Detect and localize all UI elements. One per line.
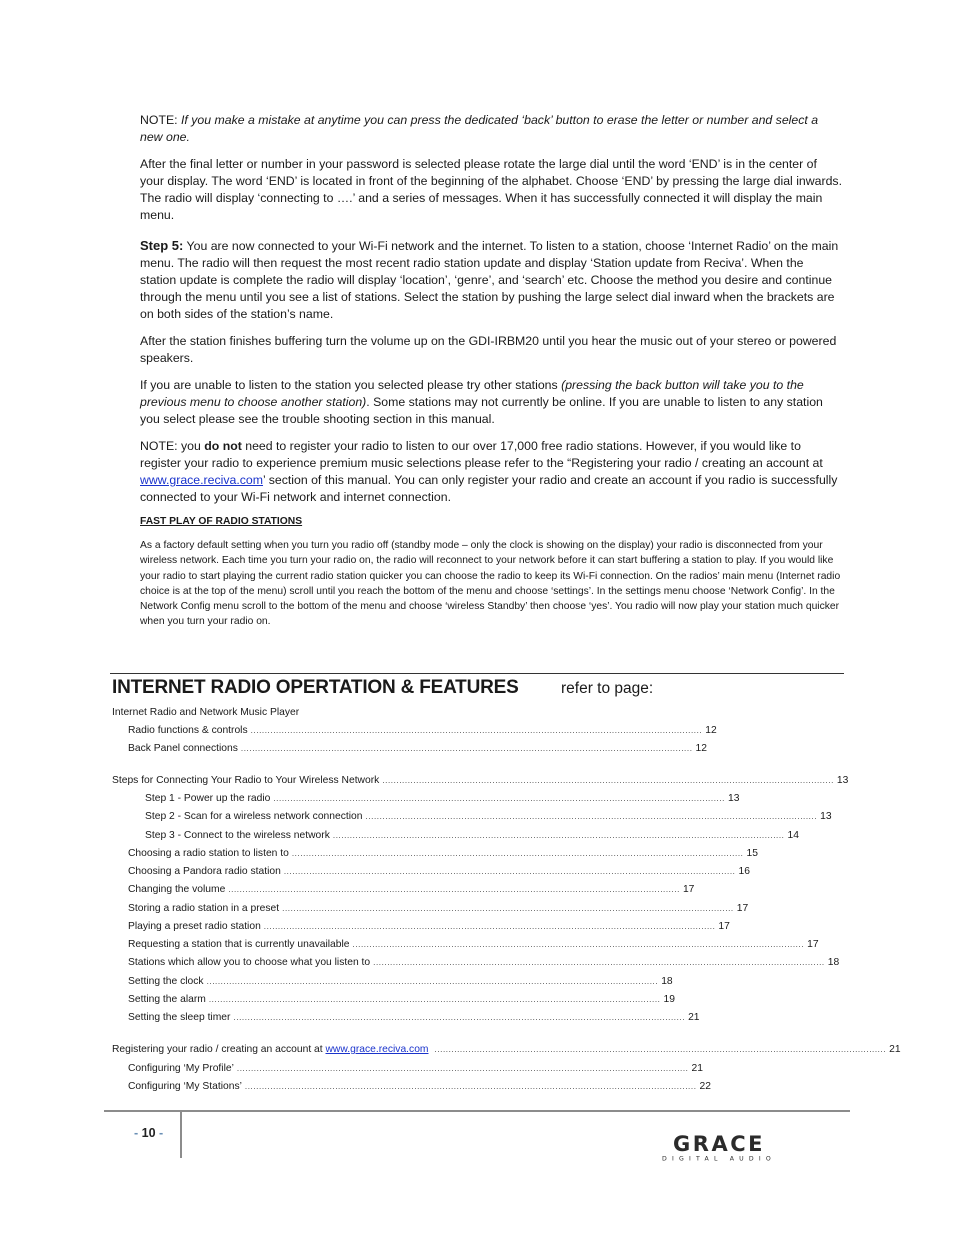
toc-group-heading: Internet Radio and Network Music Player	[112, 707, 300, 718]
toc-title: INTERNET RADIO OPERTATION & FEATURES	[112, 677, 519, 698]
toc-entry[interactable]: Step 3 - Connect to the wireless network ................................................................................................................................................................ 14	[145, 830, 799, 841]
page-number: - 10 -	[134, 1126, 164, 1140]
para-unable: If you are unable to listen to the station you selected please try other stations (pressing the back button will take you to the previous menu to choose another station). Some stations may not currently be online. If you are unable to listen to any station you select please see the trouble shooting section in this manual.	[140, 378, 823, 426]
svg-text:DIGITAL AUDIO: DIGITAL AUDIO	[662, 1155, 776, 1163]
fast-play-heading: FAST PLAY OF RADIO STATIONS	[140, 516, 303, 527]
toc-entry-registering[interactable]: Registering your radio / creating an account at www.grace.reciva.com ................................................................................................................................................................ 21	[112, 1044, 901, 1055]
toc-entry[interactable]: Stations which allow you to choose what you listen to ................................................................................................................................................................ 18	[128, 957, 840, 968]
section-divider	[110, 673, 844, 674]
toc-entry[interactable]: Configuring ‘My Profile’ ................................................................................................................................................................ 21	[128, 1063, 703, 1074]
footer-divider	[104, 1110, 850, 1112]
toc-refer-label: refer to page:	[561, 680, 654, 697]
footer-vertical-divider	[180, 1112, 182, 1158]
toc-entry[interactable]: Requesting a station that is currently unavailable ................................................................................................................................................................ 17	[128, 939, 819, 950]
para-final-letter: After the final letter or number in your password is selected please rotate the large dial until the word ‘END’ is in the center of your display. The word ‘END’ is located in front of the beginning of the alphabet. Choose ‘END’ by pressing the large dial inwards. The radio will display ‘connecting to ….’ and a series of messages. When it has successfully connected it will display the main menu.	[140, 157, 842, 222]
note-register: NOTE: you do not need to register your radio to listen to our over 17,000 free radio stations. However, if you would like to register your radio to experience premium music selections please refer to the “Registering your radio / creating an account at www.grace.reciva.com’ section of this manual. You can only register your radio and create an account if you radio is successfully connected to your Wi-Fi network and internet connection.	[140, 439, 838, 504]
para-buffering: After the station finishes buffering turn the volume up on the GDI-IRBM20 until you hear the music out of your stereo or powered speakers.	[140, 334, 837, 365]
toc-entry[interactable]: Storing a radio station in a preset ................................................................................................................................................................ 17	[128, 903, 749, 914]
toc-entry[interactable]: Back Panel connections ................................................................................................................................................................ 12	[128, 743, 707, 754]
toc-entry[interactable]: Changing the volume ................................................................................................................................................................ 17	[128, 884, 695, 895]
toc-entry[interactable]: Radio functions & controls ................................................................................................................................................................ 12	[128, 725, 717, 736]
reciva-link[interactable]: www.grace.reciva.com	[140, 473, 264, 487]
reciva-toc-link[interactable]: www.grace.reciva.com	[325, 1044, 429, 1055]
toc-entry[interactable]: Choosing a Pandora radio station ................................................................................................................................................................ 16	[128, 866, 750, 877]
toc-entry[interactable]: Steps for Connecting Your Radio to Your Wireless Network ................................................................................................................................................................ 13	[112, 775, 849, 786]
toc-entry[interactable]: Configuring ‘My Stations’ ................................................................................................................................................................ 22	[128, 1081, 711, 1092]
svg-text:GRACE: GRACE	[673, 1132, 765, 1156]
body-text	[140, 112, 842, 630]
toc-entry[interactable]: Choosing a radio station to listen to ................................................................................................................................................................ 15	[128, 848, 758, 859]
step-5-label: Step 5:	[140, 238, 184, 253]
para-step-5: Step 5: You are now connected to your Wi-Fi network and the internet. To listen to a station, choose ‘Internet Radio’ on the main menu. The radio will then request the most recent radio station update and display ‘Station update from Reciva’. When the station update is complete the radio will display ‘location’, ‘genre’, and ‘search’ etc. Choose the method you desire and continue through the menu until you see a list of stations. Select the station by pushing the large select dial inward when the brackets are on both sides of the station’s name.	[140, 238, 839, 321]
toc-entry[interactable]: Setting the sleep timer ................................................................................................................................................................ 21	[128, 1012, 700, 1023]
grace-logo-icon	[656, 1132, 782, 1162]
toc-entry[interactable]: Playing a preset radio station ................................................................................................................................................................ 17	[128, 921, 730, 932]
toc-entry[interactable]: Step 1 - Power up the radio ................................................................................................................................................................ 13	[145, 793, 740, 804]
toc-entry[interactable]: Setting the clock ................................................................................................................................................................ 18	[128, 976, 673, 987]
fast-play-text: As a factory default setting when you turn you radio off (standby mode – only the clock is showing on the display) your radio is disconnected from your wireless network. Each time you turn your radio on, the radio will reconnect to your network before it can start buffering a station to play. If you would like your radio to start playing the current radio station quicker you can choose the radio to keep its Wi-Fi connection. On the radios’ main menu (Internet radio choice is at the top of the menu) scroll until you reach the bottom of the menu and choose ‘settings’. In the settings menu choose ‘Network Config’. In the Network Config menu scroll to the bottom of the menu and choose ‘wireless Standby’ then choose ‘yes’. You radio will now play your station much quicker when you turn your radio on.	[140, 540, 841, 628]
toc-entry[interactable]: Step 2 - Scan for a wireless network connection ................................................................................................................................................................ 13	[145, 811, 832, 822]
note-mistake: NOTE: If you make a mistake at anytime you can press the dedicated ‘back’ button to erase the letter or number and select a new one.	[140, 113, 819, 144]
toc-entry[interactable]: Setting the alarm ................................................................................................................................................................ 19	[128, 994, 675, 1005]
